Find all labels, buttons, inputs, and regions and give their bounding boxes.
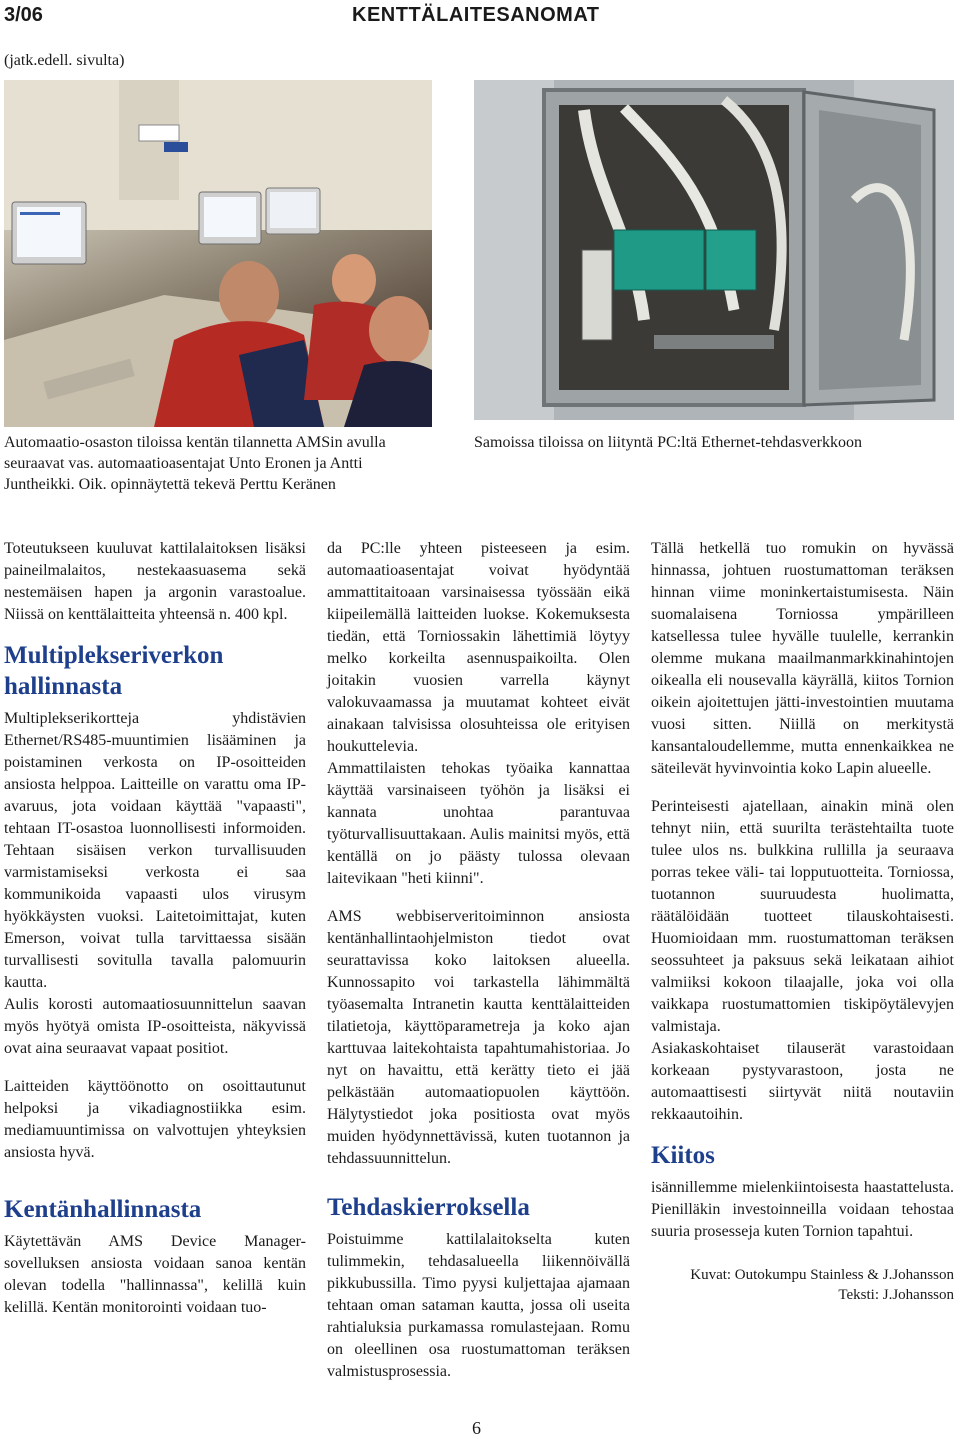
paragraph: Aulis korosti automaatiosuunnittelun saavan myös hyötyä omista IP-osoitteista, näkyvissä ovat aina seuraavat vapaat positiot. [4,996,306,1057]
paragraph: AMS webbiserveritoiminnon ansiosta kentänhallintaohjelmiston tiedot ovat seurattavissa koko laitoksen alueella. Kunnossapito voi tarkastella lähimmältä työasemalta Intranetin kautta kenttälaitteiden tilatietoja, käyttöparametreja ja koko ajan karttuvaa laitekohtaista tapahtumahistoriaa. Jo nyt on havaittu, että kerätty tieto ei jää pelkästään automaatiopuolen käyttöön. Hälytystiedot joka positiosta ovat myös muiden hyödynnettävissä, kuten tuotannon ja tehdassuunnittelun. [327,908,630,1167]
photo-credit: Kuvat: Outokumpu Stainless & J.Johansson [690,1267,954,1283]
paragraph: Käytettävän AMS Device Manager-sovelluksen ansiosta voidaan sanoa kentän olevan todella "hallinnassa", kelillä kuin kelillä. Kentän monitorointi voidaan tuo- [4,1233,306,1316]
photo-caption-right: Samoissa tiloissa on liityntä PC:ltä Ethernet-tehdasverkkoon [474,434,862,451]
section-heading: Kiitos [651,1142,715,1169]
paragraph: Asiakaskohtaiset tilauserät varastoidaan korkeaan pystyvarastoon, josta ne automaattisesti siirtyvät niitä noutaviin rekkaautoihin. [651,1040,954,1123]
newsletter-title: KENTTÄLAITESANOMAT [352,4,600,26]
paragraph: Poistuimme kattilalaitokselta kuten tulimmekin, tehdasalueella liikennöivällä pikkubussilla. Timo pyysi kuljettajaa ajamaan tehtaan oman sataman kautta, jossa oli useita rahtialuksia purkamassa romulastejaan. Romu on oleellinen osa ruostumattoman teräksen valmistusprosessia. [327,1231,630,1380]
continued-note: (jatk.edell. sivulta) [4,52,125,69]
paragraph: Tällä hetkellä tuo romukin on hyvässä hinnassa, johtuen ruostumattoman teräksen hinnan viime moninkertaistumisesta. Näin suomalaisena Torniossa ympärilleen katsellessa tulee hyvälle tuulelle, kerrankin olemme mukana maailmanmarkkinahintojen oikealla eli nousevalla käyrällä, kiitos Tornion oikein ajoitettujen jätti-investointien muutama vuosi sitten. Niillä on merkitystä kansantaloudellemme, mutta ennenkaikkea ne säteilevät hyvinvointia koko Lapin alueelle. [651,540,954,777]
section-heading: Tehdaskierroksella [327,1194,530,1221]
paragraph: da PC:lle yhteen pisteeseen ja esim. automaatioasentajat voivat hyödyntää ammattitaitoaan varsinaisessa työssään eikä kiipeilemällä laitteiden luokse. Kokemuksesta tiedän, että Torniossakin lähettimiä löytyy melko korkeilta asennuspaikoilta. Olen joitakin vuosien varrella käynyt valokuvaamassa ja muutamat kohteet eivät ainakaan talvisissa olosuhteissa ole erityisen houkuttelevia. [327,540,630,755]
credits [651,1265,954,1305]
photo-electrical-cabinet [474,80,954,420]
section-heading: Kentänhallinnasta [4,1196,202,1223]
article-column-2 [327,538,630,1383]
photo-caption-left: Automaatio-osaston tiloissa kentän tilannetta AMSin avulla seuraavat vas. automaatioasentajat Unto Eronen ja Antti Juntheikki. Oik. opinnäytettä tekevä Perttu Keränen [4,434,386,493]
paragraph: Multiplekserikortteja yhdistävien Ethernet/RS485-muuntimien lisääminen ja poistaminen verkosta on IP-osoitteiden ansiosta helppoa. Laitteille on varattu oma IP-avaruus, jota voidaan käyttää "vapaasti", tehtaan IT-osastoa luonnollisesti informoiden. Tehtaan sisäisen verkon turvallisuuden varmistamiseksi verkosta ei saa kommunikoida vapaasti ulos virusym hyökkäysten vuoksi. Laitetoimittajat, kuten Emerson, voivat tulla tarvittaessa sisään turvallisesti sovitulla tavalla palomuurin kautta. [4,710,306,991]
section-heading: Multiplekseriverkon hallinnasta [4,642,224,700]
article-column-3 [651,538,954,1305]
paragraph: Ammattilaisten tehokas työaika kannattaa käyttää varsinaiseen työhön ja lisäksi ei kannata unohtaa parantuvaa työturvallisuuttakaan. Aulis mainitsi myös, että kentällä on jo päästy tulossa olevaan laitevikaan "heti kiinni". [327,760,630,887]
paragraph: isännillemme mielenkiintoisesta haastattelusta. Pienilläkin investoinneilla voidaan tehostaa suuria prosesseja kuten Tornion tapahtui. [651,1179,954,1240]
text-credit: Teksti: J.Johansson [838,1287,954,1303]
issue-number: 3/06 [4,4,43,26]
paragraph: Toteutukseen kuuluvat kattilalaitoksen lisäksi paineilmalaitos, nestekaasuasema sekä nestemäisen hapen ja argonin varastoalue. Niissä on kenttälaitteita yhteensä n. 400 kpl. [4,540,306,623]
page-number: 6 [472,1418,481,1438]
article-column-1 [4,538,306,1319]
paragraph: Laitteiden käyttöönotto on osoittautunut helpoksi ja vikadiagnostiikka esim. mediamuuntimissa on valvottujen yhteyksien ansiosta hyvä. [4,1078,306,1161]
photo-automation-workers [4,80,432,427]
paragraph: Perinteisesti ajatellaan, ainakin minä olen tehnyt niin, että suurilta terästehtailta tuote tulee ulos ns. bulkkina rullilla ja seuraava porras tekee väli- tai lopputuotteita. Torniossa, tuotannon suuruudesta huolimatta, räätälöidään tuotteet tilauskohtaisesti. Huomioidaan mm. ruostumattoman teräksen seossuhteet ja paksuus sekä leikataan aihiot valmiiksi kokoon tilaajalle, joka voi olla vaikkapa ruostumattomien tiskipöytälevyjen valmistaja. [651,798,954,1035]
